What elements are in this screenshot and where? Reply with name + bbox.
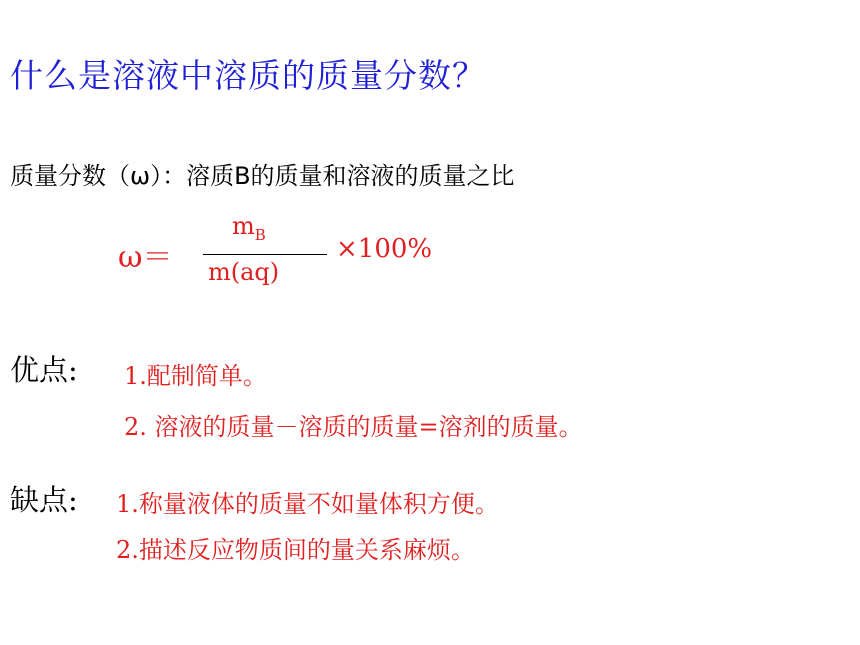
advantages-label: 优点: — [10, 353, 78, 387]
formula-numerator — [232, 212, 266, 244]
formula-lhs: ω＝ — [118, 240, 173, 275]
fraction-bar — [203, 254, 327, 255]
disadvantages-label: 缺点: — [10, 483, 78, 517]
advantage-item: 1.配制简单。 — [124, 362, 267, 390]
disadvantage-item: 2.描述反应物质间的量关系麻烦。 — [116, 536, 475, 564]
advantage-item: 2. 溶液的质量－溶质的质量=溶剂的质量。 — [124, 413, 583, 441]
disadvantage-item: 1.称量液体的质量不如量体积方便。 — [116, 490, 499, 518]
numerator-main: m — [232, 212, 255, 240]
numerator-subscript: B — [254, 225, 266, 244]
definition-text: 质量分数（ω）：溶质B的质量和溶液的质量之比 — [10, 162, 515, 190]
formula-multiplier: ×100% — [336, 234, 433, 264]
slide-title: 什么是溶液中溶质的质量分数？ — [10, 56, 486, 95]
formula-denominator: m(aq) — [208, 258, 280, 286]
